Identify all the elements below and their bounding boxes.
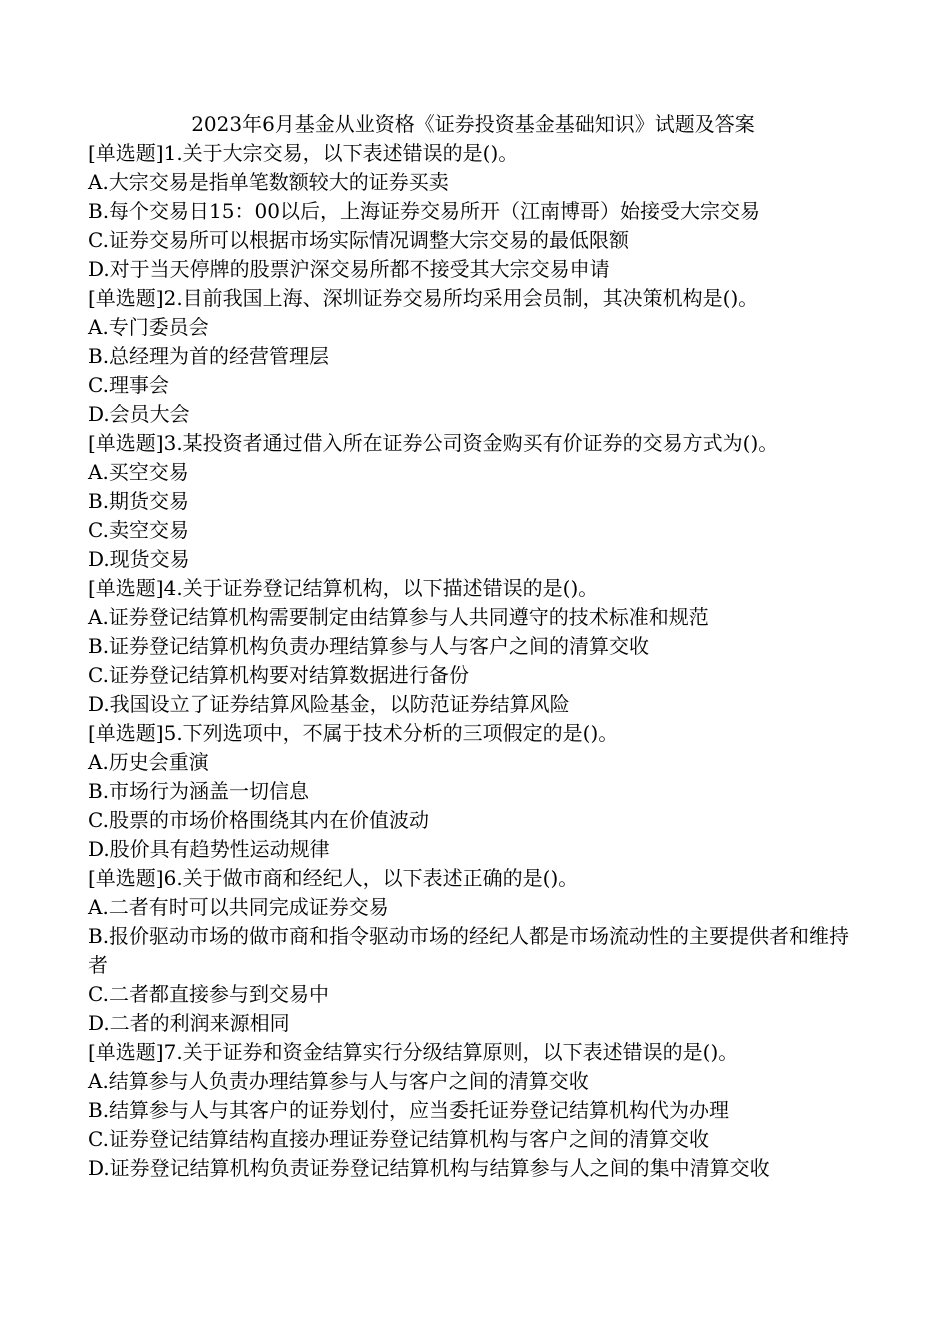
question-stem: [单选题]6.关于做市商和经纪人，以下表述正确的是()。 [88, 866, 579, 890]
question-stem: [单选题]4.关于证券登记结算机构，以下描述错误的是()。 [88, 576, 599, 600]
question-2 [88, 284, 858, 429]
option-d: D.二者的利润来源相同 [88, 1011, 290, 1035]
option-c: C.证券交易所可以根据市场实际情况调整大宗交易的最低限额 [88, 228, 629, 252]
option-c: C.二者都直接参与到交易中 [88, 982, 329, 1006]
question-3 [88, 429, 858, 574]
option-c: C.证券登记结算结构直接办理证券登记结算机构与客户之间的清算交收 [88, 1127, 709, 1151]
question-5 [88, 719, 858, 864]
option-d: D.对于当天停牌的股票沪深交易所都不接受其大宗交易申请 [88, 257, 610, 281]
option-c: C.股票的市场价格围绕其内在价值波动 [88, 808, 429, 832]
option-a: A.大宗交易是指单笔数额较大的证券买卖 [88, 170, 449, 194]
option-a: A.买空交易 [88, 460, 189, 484]
option-b: B.市场行为涵盖一切信息 [88, 779, 310, 803]
question-stem: [单选题]1.关于大宗交易，以下表述错误的是()。 [88, 141, 519, 165]
option-d: D.股价具有趋势性运动规律 [88, 837, 330, 861]
option-b: B.总经理为首的经营管理层 [88, 344, 330, 368]
option-d: D.我国设立了证券结算风险基金，以防范证券结算风险 [88, 692, 570, 716]
question-stem: [单选题]5.下列选项中，不属于技术分析的三项假定的是()。 [88, 721, 619, 745]
question-stem: [单选题]3.某投资者通过借入所在证券公司资金购买有价证券的交易方式为()。 [88, 431, 779, 455]
option-a: A.历史会重演 [88, 750, 209, 774]
document-page [88, 110, 858, 1183]
option-d: D.证券登记结算机构负责证券登记结算机构与结算参与人之间的集中清算交收 [88, 1156, 770, 1180]
option-a: A.二者有时可以共同完成证券交易 [88, 895, 389, 919]
option-a: A.专门委员会 [88, 315, 209, 339]
question-stem: [单选题]7.关于证券和资金结算实行分级结算原则，以下表述错误的是()。 [88, 1040, 739, 1064]
option-a: A.结算参与人负责办理结算参与人与客户之间的清算交收 [88, 1069, 589, 1093]
option-d: D.会员大会 [88, 402, 190, 426]
option-b: B.证券登记结算机构负责办理结算参与人与客户之间的清算交收 [88, 634, 650, 658]
option-b: B.每个交易日15：00以后，上海证券交易所开（江南博哥）始接受大宗交易 [88, 199, 760, 223]
option-b: B.报价驱动市场的做市商和指令驱动市场的经纪人都是市场流动性的主要提供者和维持者 [88, 924, 850, 977]
option-a: A.证券登记结算机构需要制定由结算参与人共同遵守的技术标准和规范 [88, 605, 709, 629]
question-6 [88, 864, 858, 1038]
option-d: D.现货交易 [88, 547, 190, 571]
option-c: C.证券登记结算机构要对结算数据进行备份 [88, 663, 469, 687]
option-c: C.卖空交易 [88, 518, 189, 542]
question-1 [88, 139, 858, 284]
option-b: B.结算参与人与其客户的证券划付，应当委托证券登记结算机构代为办理 [88, 1098, 730, 1122]
question-stem: [单选题]2.目前我国上海、深圳证券交易所均采用会员制，其决策机构是()。 [88, 286, 759, 310]
question-7 [88, 1038, 858, 1183]
option-b: B.期货交易 [88, 489, 190, 513]
option-c: C.理事会 [88, 373, 169, 397]
question-4 [88, 574, 858, 719]
document-title: 2023年6月基金从业资格《证券投资基金基础知识》试题及答案 [191, 112, 755, 136]
